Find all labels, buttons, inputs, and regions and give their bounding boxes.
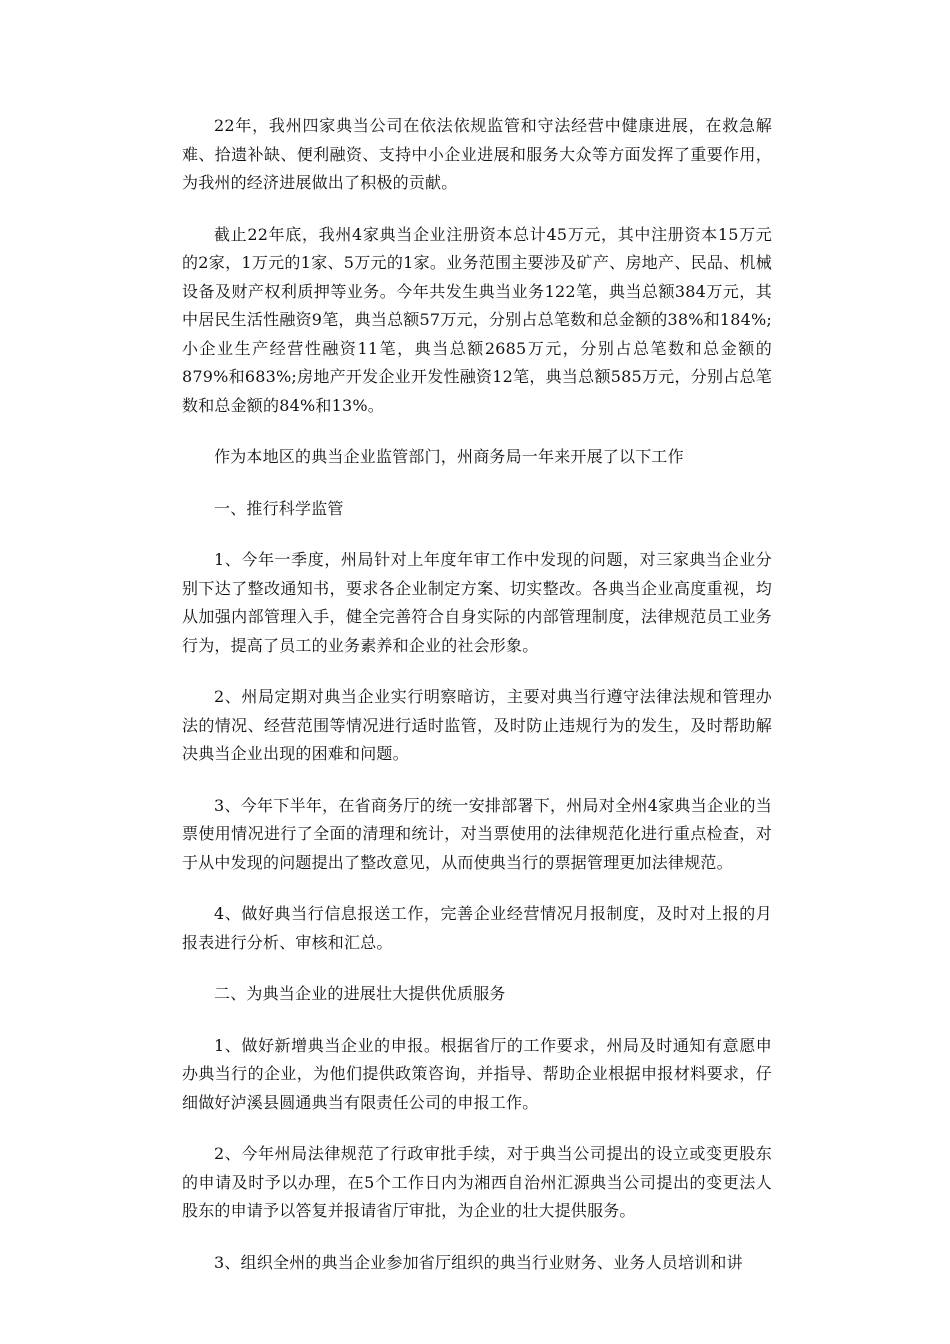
section-heading-1: 一、推行科学监管 (214, 498, 344, 518)
list-item-1-1: 1、今年一季度，州局针对上年度年审工作中发现的问题，对三家典当企业分别下达了整改通知书，要求各企业制定方案、切实整改。各典当企业高度重视，均从加强内部管理入手，健全完善符合自身实际的内部管理制度，法律规范员工业务行为，提高了员工的业务素养和企业的社会形象。 (182, 550, 772, 655)
paragraph-summary: 22年，我州四家典当公司在依法依规监管和守法经营中健康进展，在救急解难、拾遗补缺、便利融资、支持中小企业进展和服务大众等方面发挥了重要作用，为我州的经济进展做出了积极的贡献。 (182, 116, 772, 192)
list-item-2-2: 2、今年州局法律规范了行政审批手续，对于典当公司提出的设立或变更股东的申请及时予以办理，在5个工作日内为湘西自治州汇源典当公司提出的变更法人股东的申请予以答复并报请省厅审批，为企业的壮大提供服务。 (182, 1144, 772, 1220)
paragraph-intro: 作为本地区的典当企业监管部门，州商务局一年来开展了以下工作 (214, 447, 684, 466)
section-heading-2: 二、为典当企业的进展壮大提供优质服务 (214, 984, 506, 1003)
list-item-2-3: 3、组织全州的典当企业参加省厅组织的典当行业财务、业务人员培训和讲 (214, 1252, 743, 1272)
document-body (182, 112, 772, 1300)
list-item-1-4: 4、做好典当行信息报送工作，完善企业经营情况月报制度，及时对上报的月报表进行分析、审核和汇总。 (182, 904, 772, 952)
list-item-2-1: 1、做好新增典当企业的申报。根据省厅的工作要求，州局及时通知有意愿申办典当行的企业，为他们提供政策咨询，并指导、帮助企业根据申报材料要求，仔细做好泸溪县圆通典当有限责任公司的申报工作。 (182, 1035, 772, 1112)
paragraph-statistics: 截止22年底，我州4家典当企业注册资本总计45万元，其中注册资本15万元的2家，1万元的1家、5万元的1家。业务范围主要涉及矿产、房地产、民品、机械设备及财产权利质押等业务。今年共发生典当业务122笔，典当总额384万元，其中居民生活性融资9笔，典当总额57万元，分别占总笔数和总金额的38%和184%;小企业生产经营性融资11笔，典当总额2685万元，分别占总笔数和总金额的879%和683%;房地产开发企业开发性融资12笔，典当总额585万元，分别占总笔数和总金额的84%和13%。 (182, 224, 772, 415)
list-item-1-3: 3、今年下半年，在省商务厅的统一安排部署下，州局对全州4家典当企业的当票使用情况进行了全面的清理和统计，对当票使用的法律规范化进行重点检查，对于从中发现的问题提出了整改意见，从而使典当行的票据管理更加法律规范。 (182, 795, 772, 872)
list-item-1-2: 2、州局定期对典当企业实行明察暗访，主要对典当行遵守法律法规和管理办法的情况、经营范围等情况进行适时监管，及时防止违规行为的发生，及时帮助解决典当企业出现的困难和问题。 (182, 687, 772, 763)
